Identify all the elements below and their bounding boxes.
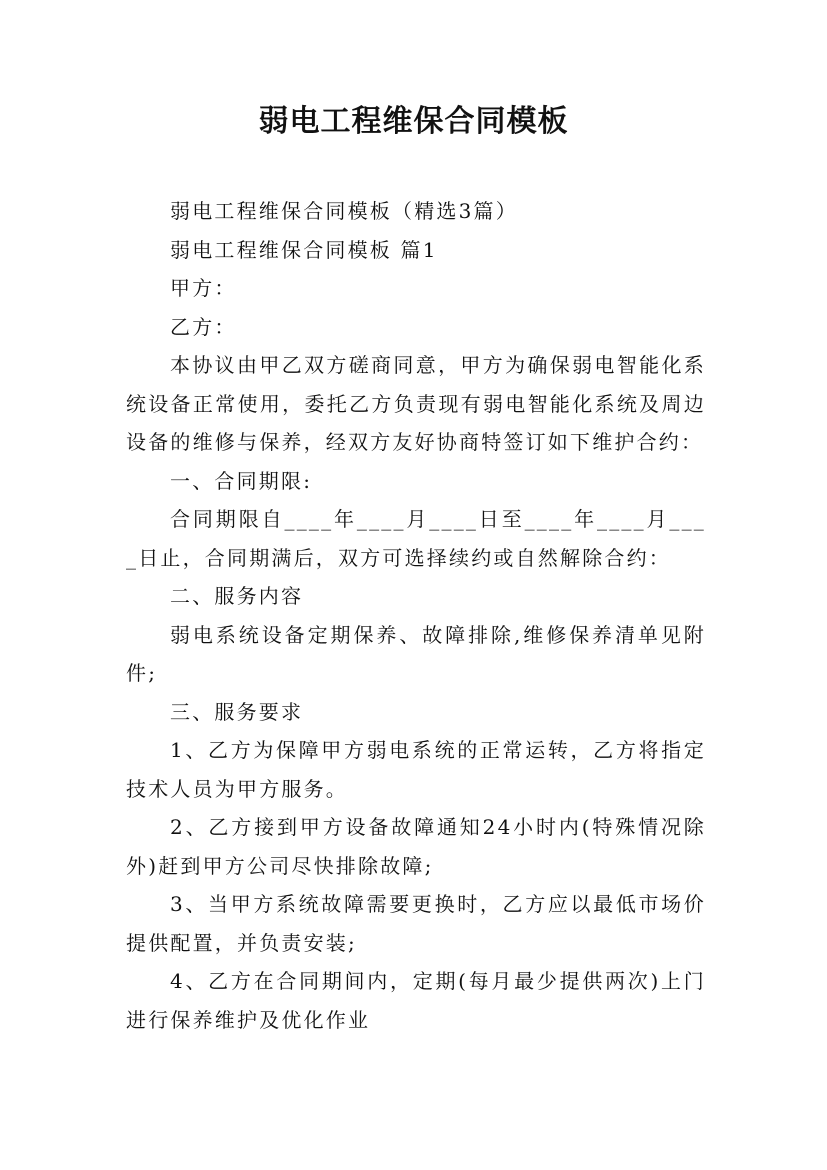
paragraph-service-content: 弱电系统设备定期保养、故障排除,维修保养清单见附件;	[126, 622, 706, 685]
paragraph-requirement-3: 3、当甲方系统故障需要更换时，乙方应以最低市场价提供配置，并负责安装;	[126, 892, 706, 955]
paragraph-subtitle: 弱电工程维保合同模板（精选3篇）	[170, 199, 518, 223]
paragraph-heading-term: 一、合同期限:	[170, 468, 313, 493]
paragraph-party-a: 甲方：	[170, 276, 237, 300]
paragraph-section-heading: 弱电工程维保合同模板 篇1	[170, 237, 438, 262]
paragraph-party-b: 乙方：	[170, 314, 237, 339]
document-body	[126, 192, 706, 1039]
paragraph-heading-service-requirements: 三、服务要求	[170, 699, 304, 724]
paragraph-requirement-2: 2、乙方接到甲方设备故障通知24小时内(特殊情况除外)赶到甲方公司尽快排除故障;	[126, 815, 706, 878]
paragraph-requirement-1: 1、乙方为保障甲方弱电系统的正常运转，乙方将指定技术人员为甲方服务。	[126, 738, 706, 801]
paragraph-agreement-intro: 本协议由甲乙双方磋商同意，甲方为确保弱电智能化系统设备正常使用，委托乙方负责现有弱电智能化系统及周边设备的维修与保养，经双方友好协商特签订如下维护合约：	[126, 353, 706, 454]
paragraph-heading-service-content: 二、服务内容	[170, 584, 304, 608]
paragraph-term-dates: 合同期限自____年____月____日至____年____月____日止，合同期满后，双方可选择续约或自然解除合约：	[126, 507, 706, 570]
paragraph-requirement-4: 4、乙方在合同期间内，定期(每月最少提供两次)上门进行保养维护及优化作业	[126, 969, 706, 1032]
document-title: 弱电工程维保合同模板	[258, 104, 569, 139]
